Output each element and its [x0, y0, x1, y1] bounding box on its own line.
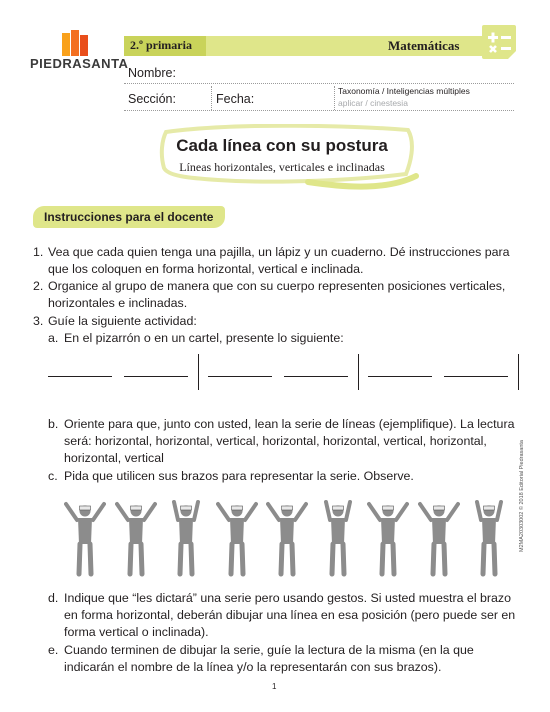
figure-arms-out-icon — [64, 498, 106, 578]
subitem-b-text: será: horizontal, horizontal, vertical, horizontal, horizontal, vertical, horizontal, — [64, 434, 487, 448]
figure-arms-out-icon — [418, 498, 460, 578]
subitem-b-text: horizontal, vertical — [64, 451, 164, 465]
horizontal-line-mark — [124, 376, 188, 377]
item-2-text: Organice al grupo de manera que con su cuerpo representen posiciones verticales, — [48, 279, 506, 293]
figure-arms-out-icon — [115, 498, 157, 578]
figure-arms-up-icon — [165, 498, 207, 578]
subitem-letter: a. — [48, 331, 59, 345]
subitem-letter: e. — [48, 643, 59, 657]
item-1-text: que los coloquen en forma horizontal, vertical e inclinada. — [48, 262, 364, 276]
section-field-label: Sección: — [128, 92, 176, 106]
item-3-text: Guíe la siguiente actividad: — [48, 314, 197, 328]
horizontal-line-mark — [444, 376, 508, 377]
item-2-text: horizontales e inclinadas. — [48, 296, 188, 310]
section-heading: Instrucciones para el docente — [44, 210, 214, 224]
date-field-label: Fecha: — [216, 92, 255, 106]
grade-label: 2.º primaria — [130, 38, 192, 52]
vertical-line-mark — [198, 354, 199, 390]
subitem-e-text: Cuando terminen de dibujar la serie, guíe la lectura de la misma (en la que — [64, 643, 474, 657]
title-highlight-shape — [158, 124, 420, 194]
page-title: Cada línea con su postura — [176, 136, 388, 155]
subitem-d-text: forma vertical o inclinada). — [64, 625, 209, 639]
subitem-a-text: En el pizarrón o en un cartel, presente lo siguiente: — [64, 331, 344, 345]
page-subtitle: Líneas horizontales, verticales e inclinadas — [179, 160, 385, 174]
name-field-label: Nombre: — [128, 66, 176, 80]
subject-label: Matemáticas — [388, 38, 460, 53]
item-number: 2. — [33, 279, 44, 293]
subitem-e-text: indicarán el nombre de la línea y/o la representarán con sus brazos). — [64, 660, 442, 674]
publisher-logo-icon — [62, 30, 90, 56]
publisher-name: PIEDRASANTA — [30, 56, 129, 71]
figure-arms-out-icon — [367, 498, 409, 578]
vertical-line-mark — [358, 354, 359, 390]
horizontal-line-mark — [208, 376, 272, 377]
name-underline — [124, 83, 514, 84]
horizontal-line-mark — [284, 376, 348, 377]
field-divider — [211, 86, 212, 110]
taxonomy-label: Taxonomía / Inteligencias múltiples — [338, 86, 470, 96]
taxonomy-value: aplicar / cinestesia — [338, 98, 408, 108]
figure-arms-out-icon — [216, 498, 258, 578]
copyright-note: M2MA20303002 © 2018 Editorial Piedrasanta — [519, 440, 525, 552]
subitem-c-text: Pida que utilicen sus brazos para representar la serie. Observe. — [64, 469, 414, 483]
subitem-letter: c. — [48, 469, 58, 483]
subitem-letter: b. — [48, 417, 59, 431]
math-operations-icon — [482, 25, 516, 59]
horizontal-line-mark — [48, 376, 112, 377]
field-divider — [334, 86, 335, 110]
item-1-text: Vea que cada quien tenga una pajilla, un lápiz y un cuaderno. Dé instrucciones para — [48, 245, 510, 259]
subitem-d-text: Indique que “les dictará” una serie pero usando gestos. Si usted muestra el brazo — [64, 591, 512, 605]
horizontal-line-mark — [368, 376, 432, 377]
vertical-line-mark — [518, 354, 519, 390]
section-underline — [124, 110, 514, 111]
page-number: 1 — [272, 682, 277, 691]
item-number: 1. — [33, 245, 44, 259]
figure-arms-up-icon — [317, 498, 359, 578]
figure-arms-up-icon — [468, 498, 510, 578]
figure-arms-out-icon — [266, 498, 308, 578]
subitem-letter: d. — [48, 591, 59, 605]
subitem-b-text: Oriente para que, junto con usted, lean la serie de líneas (ejemplifique). La lectura — [64, 417, 515, 431]
subitem-d-text: en forma horizontal, deberán dibujar una línea en esa posición (pero puede ser en — [64, 608, 516, 622]
item-number: 3. — [33, 314, 44, 328]
